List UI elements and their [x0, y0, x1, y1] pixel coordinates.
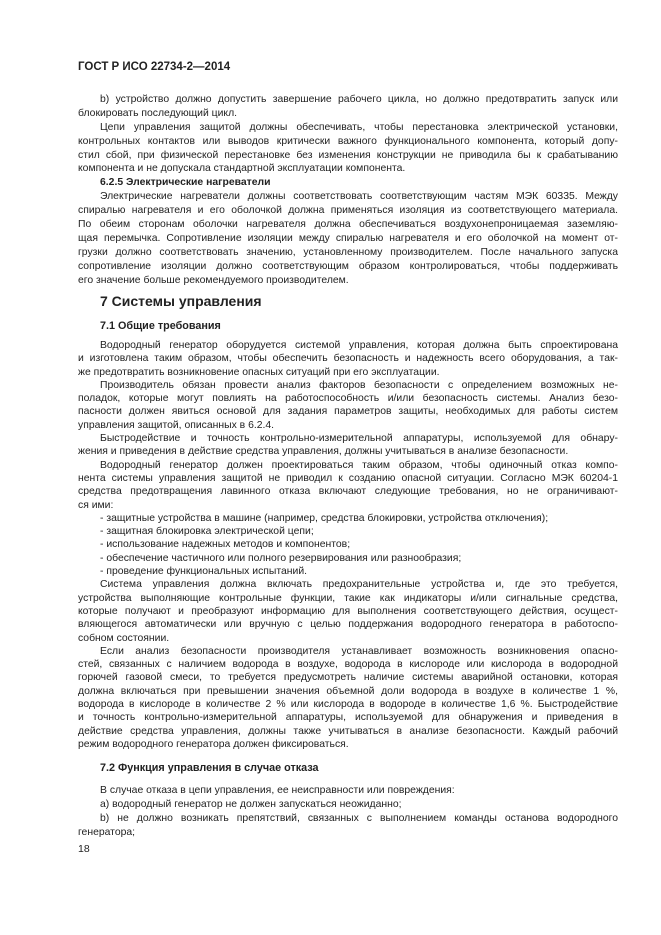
text-line: компонента и не допускала стандартной эксплуатации компонента.	[78, 163, 406, 175]
text-line: Если анализ безопасности производителя устанавливает возможность возникновения опасно-	[100, 645, 618, 657]
section-7-heading: 7 Системы управления	[100, 293, 262, 309]
section-7-2-heading: 7.2 Функция управления в случае отказа	[100, 762, 319, 774]
text-line: а) водородный генератор не должен запускаться неожиданно;	[100, 799, 402, 810]
text-line: его значение больше рекомендуемого производителем.	[78, 274, 349, 286]
text-line: По обеим сторонам оболочки нагревателя должна обеспечиваться воздухонепроницаемая заземляю-	[78, 219, 618, 231]
document-header: ГОСТ Р ИСО 22734-2—2014	[78, 61, 231, 73]
text-line: - проведение функциональных испытаний.	[100, 566, 308, 578]
text-line: и изготовлена таким образом, чтобы обеспечить безопасность и надежность всего оборудования, а так-	[78, 353, 618, 365]
text-line: грузки должно соответствовать значению, установленному производителем. После начального запуска	[78, 246, 618, 258]
text-line: Быстродействие и точность контрольно-измерительной аппаратуры, используемой для обнару-	[100, 433, 618, 445]
text-line: Водородный генератор должен проектироваться таким образом, чтобы одиночный отказ компо-	[100, 459, 618, 471]
text-line: водорода в кислороде в количестве 2 % или кислорода в водороде в количестве 1,6 %. Быстродействие	[78, 699, 618, 711]
text-line: же предотвратить возникновение опасных ситуаций при его эксплуатации.	[78, 366, 440, 378]
text-line: спиралью нагревателя и его оболочкой должна применяться изоляция из соответствующего материала.	[78, 205, 618, 217]
text-line: b) устройство должно допустить завершение рабочего цикла, но должно предотвратить запуск или	[100, 94, 618, 105]
section-7-1-heading: 7.1 Общие требования	[100, 320, 221, 332]
text-line: блокировать последующий цикл.	[78, 107, 238, 119]
text-line: устройства выполняющие контрольные функции, такие как индикаторы и/или сигнальные средства,	[78, 592, 618, 604]
page-number: 18	[78, 843, 90, 855]
text-line: b) не должно возникать препятствий, связанных с выполнением команды останова водородного	[100, 813, 618, 824]
text-line: Водородный генератор оборудуется системой управления, которая должна быть спроектирована	[100, 340, 618, 351]
text-line: - защитные устройства в машине (например, средства блокировки, устройства отключения);	[100, 512, 549, 524]
text-line: вляющегося автоматически или вручную с целью поддержания водородного генератора в работоспо-	[78, 619, 618, 631]
text-line: должна включаться при превышении значения объемной доли водорода в воздухе в количестве 1 %,	[78, 685, 618, 697]
text-line: сопротивление изоляции должно соответствующим образом контролироваться, чтобы поддерживать	[78, 260, 618, 272]
text-line: собном состоянии.	[78, 632, 170, 644]
subsection-heading: 6.2.5 Электрические нагреватели	[100, 177, 271, 189]
text-line: - обеспечение частичного или полного резервирования или разнообразия;	[100, 552, 462, 564]
text-line: - защитная блокировка электрической цепи;	[100, 526, 314, 538]
text-line: Цепи управления защитой должны обеспечивать, чтобы перестановка электрической установки,	[100, 121, 618, 133]
text-line: пасности должен явиться основой для задания параметров защиты, необходимых для работы систем	[78, 406, 618, 418]
text-line: Электрические нагреватели должны соответствовать соответствующим частям МЭК 60335. Между	[100, 191, 618, 203]
text-line: Производитель обязан провести анализ факторов безопасности с определением возможных не-	[100, 379, 618, 391]
text-line: Система управления должна включать предохранительные устройства и, где это требуется,	[100, 579, 618, 591]
text-line: генератора;	[78, 827, 136, 838]
text-line: ся ими:	[78, 499, 114, 511]
text-line: нента системы управления защитой не приводил к созданию опасной ситуации. Согласно МЭК 60204-1	[78, 472, 618, 484]
section-6-2-text	[78, 93, 618, 287]
text-line: щая перемычка. Сопротивление изоляции между спиралью нагревателя и его оболочкой на момент от-	[78, 232, 618, 244]
text-line: стей, связанных с наличием водорода в воздухе, водорода в кислороде или кислорода в водородной	[78, 659, 618, 671]
section-7-2-text	[78, 784, 618, 840]
text-line: действие средства управления, должны также учитываться в анализе безопасности. Каждый рабочий	[78, 725, 618, 737]
text-line: управления защитой, описанных в 6.2.4.	[78, 419, 275, 431]
text-line: и точность контрольно-измерительной аппаратуры, используемой для обнаружения и приведения в	[78, 712, 618, 724]
text-line: режим водородного генератора должен фиксироваться.	[78, 738, 349, 750]
section-7-1-text	[78, 339, 618, 751]
text-line: стил сбой, при физической перестановке без изменения конструкции не приводила бы к срабатыванию	[78, 149, 618, 161]
text-line: которые получают и преобразуют информацию для выполнения соответствующего действия, осущест-	[78, 605, 618, 617]
text-line: жения и приведения в действие средства управления, должны учитываться в анализе безопасности.	[78, 446, 569, 458]
text-line: поладок, которые могут повлиять на работоспособность и/или безопасность системы. Анализ безо-	[78, 393, 618, 405]
text-line: средства предотвращения лавинного отказа включают следующие требования, но не ограничивают-	[78, 486, 618, 498]
text-line: горючей газовой смеси, то требуется предусмотреть наличие системы аварийной остановки, которая	[78, 672, 618, 684]
text-line: - использование надежных методов и компонентов;	[100, 539, 351, 551]
text-line: контрольных контактов или выводов критически важного функционального компонента, который допу-	[78, 135, 618, 147]
text-line: В случае отказа в цепи управления, ее неисправности или повреждения:	[100, 785, 455, 796]
